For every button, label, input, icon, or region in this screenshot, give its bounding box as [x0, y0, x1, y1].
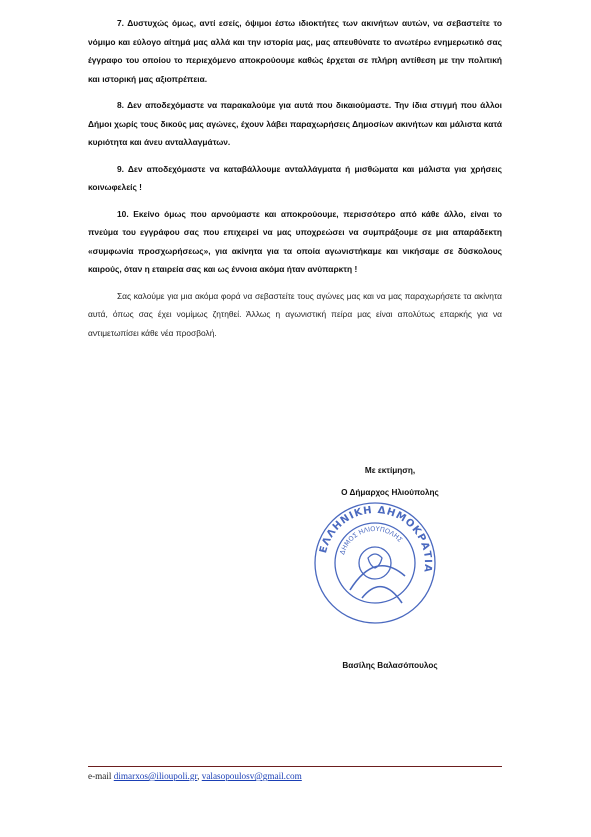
closing-title: Ο Δήμαρχος Ηλιούπολης	[341, 488, 439, 497]
email-link-dimarxos[interactable]: dimarxos@ilioupoli.gr	[113, 771, 198, 781]
footer	[88, 771, 502, 781]
footer-divider	[88, 766, 502, 767]
signer-name: Βασίλης Βαλασόπουλος	[342, 661, 438, 670]
stamp-outer-text: ΕΛΛΗΝΙΚΗ ΔΗΜΟΚΡΑΤΙΑ	[318, 504, 434, 574]
closing-paragraph: Σας καλούμε για μια ακόμα φορά να σεβαστείτε τους αγώνες μας και να μας παραχωρήσετε τα ακίνητα αυτά, όπως σας έχει νομίμως ζητηθεί. Άλλως η αγωνιστική πείρα μας είναι απολύτως επαρκής για να αντιμετωπίσει κάθε νέα προσβολή.	[88, 290, 502, 338]
paragraph-9: 9. Δεν αποδεχόμαστε να καταβάλλουμε ανταλλάγματα ή μισθώματα και μάλιστα για χρήσεις κοινωφελείς !	[88, 163, 502, 192]
paragraph-7: 7. Δυστυχώς όμως, αντί εσείς, όψιμοι έστω ιδιοκτήτες των ακινήτων αυτών, να σεβαστείτε το νόμιμο και εύλογο αίτημά μας αλλά και την ιστορία μας, μας απευθύνατε το ανωτέρω ενημερωτικό σας έγγραφο του οποίου το περιεχόμενο αποκρούουμε καθώς έρχεται σε πλήρη αντίθεση με την πολιτική και ιστορική μας αξιοπρέπεια.	[88, 18, 502, 84]
paragraph-8: 8. Δεν αποδεχόμαστε να παρακαλούμε για αυτά που δικαιούμαστε. Την ίδια στιγμή που άλλοι Δήμοι χωρίς τους δικούς μας αγώνες, έχουν λάβει παραχωρήσεις Δημοσίων ακινήτων και μάλιστα κατά κυριότητα και άνευ ανταλλαγμάτων.	[88, 100, 502, 147]
svg-text:ΔΗΜΟΣ ΗΛΙΟΥΠΟΛΗΣ	[338, 525, 404, 556]
footer-email-prefix: e-mail	[88, 771, 114, 781]
stamp-inner-text: ΔΗΜΟΣ ΗΛΙΟΥΠΟΛΗΣ	[338, 524, 404, 556]
official-stamp	[310, 498, 440, 628]
email-link-valasopoulos[interactable]: valasopoulosv@gmail.com	[201, 771, 302, 781]
closing-regards: Με εκτίμηση,	[364, 466, 416, 475]
paragraph-10: 10. Εκείνο όμως που αρνούμαστε και αποκρούουμε, περισσότερο από κάθε άλλο, είναι το πνεύμα του εγγράφου σας που επιχειρεί να μας υποχρεώσει να συμπράξουμε σε μια απαράδεκτη «συμφωνία προσχωρήσεως», για ακίνητα για τα οποία αγωνιστήκαμε και νικήσαμε σε δύσκολους καιρούς, όταν η εταιρεία σας και ως έννοια ακόμα ήταν ανύπαρκτη !	[88, 208, 502, 274]
footer-separator: ,	[197, 771, 202, 781]
letter-body	[88, 14, 502, 350]
